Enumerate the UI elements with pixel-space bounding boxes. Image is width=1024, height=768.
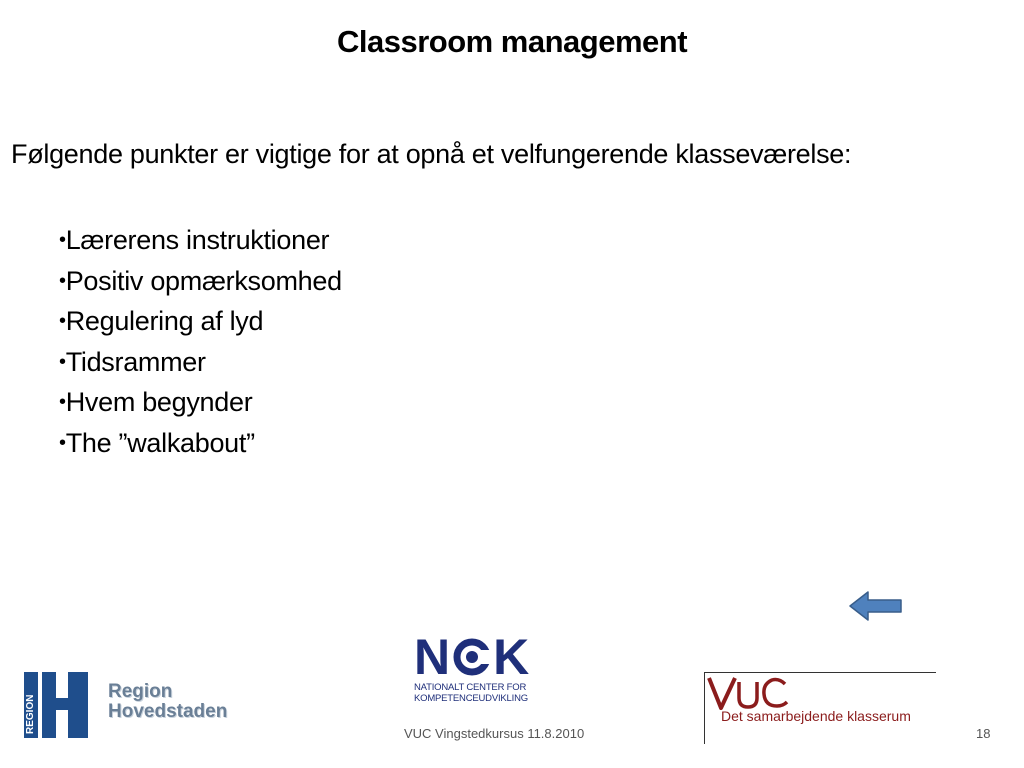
list-item-text: Regulering af lyd <box>65 306 264 337</box>
vuc-mark-icon <box>707 674 797 710</box>
list-item <box>59 220 342 261</box>
list-item <box>59 261 342 302</box>
region-name-line2: Hovedstaden <box>108 701 228 722</box>
back-arrow-button[interactable] <box>848 590 904 627</box>
list-item-text: Positiv opmærksomhed <box>65 265 342 296</box>
list-item <box>59 301 342 342</box>
nck-letter-n: N <box>414 629 452 685</box>
list-item-text: Hvem begynder <box>65 387 253 418</box>
region-h-mark <box>24 672 90 738</box>
region-name <box>108 682 227 722</box>
slide-intro: Følgende punkter er vigtige for at opnå et velfungerende klasseværelse: <box>11 139 852 169</box>
vuc-logo <box>703 672 936 744</box>
list-item-text: Tidsrammer <box>65 346 206 377</box>
slide-title: Classroom management <box>336 24 688 59</box>
region-name-line1: Region <box>108 681 173 702</box>
vuc-frame-left <box>704 672 705 744</box>
svg-text:REGION: REGION <box>25 694 36 734</box>
nck-letter-k: K <box>493 629 531 685</box>
list-item <box>59 342 342 383</box>
region-hovedstaden-logo <box>24 672 244 740</box>
list-item-text: The ”walkabout” <box>65 427 255 458</box>
nck-subtitle <box>414 682 538 704</box>
list-item-text: Lærerens instruktioner <box>65 225 330 255</box>
left-arrow-icon <box>848 590 904 622</box>
nck-subtitle-line1: NATIONALT CENTER FOR <box>414 682 527 693</box>
bullet-list <box>59 220 342 464</box>
footer-text: VUC Vingstedkursus 11.8.2010 <box>404 726 585 741</box>
vuc-frame-top <box>705 672 936 673</box>
slide-number: 18 <box>976 726 991 741</box>
nck-letters <box>414 629 538 685</box>
vuc-subtitle: Det samarbejdende klasserum <box>721 708 911 724</box>
nck-logo <box>414 629 538 714</box>
nck-ring-icon <box>452 637 492 677</box>
list-item <box>59 382 342 423</box>
list-item <box>59 423 342 464</box>
nck-subtitle-line2: KOMPETENCEUDVIKLING <box>414 693 528 704</box>
